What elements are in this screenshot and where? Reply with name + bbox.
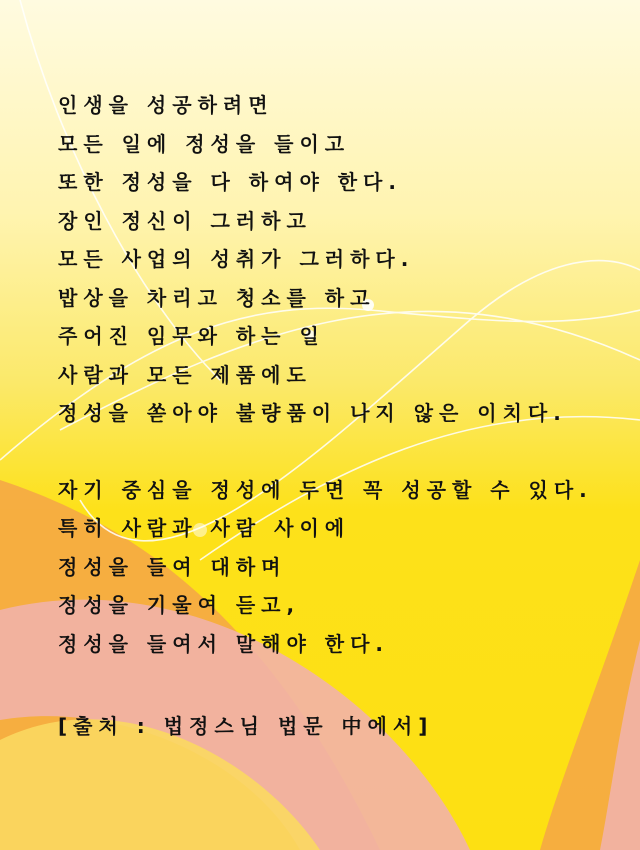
- poem-line: 모든 일에 정성을 들이고: [58, 131, 351, 156]
- poem-line: 정성을 쏟아야 불량품이 나지 않은 이치다.: [58, 401, 567, 425]
- poem-line: 모든 사업의 성취가 그러하다.: [58, 247, 415, 271]
- poem-line: 인생을 성공하려면: [58, 93, 274, 117]
- poem-line: 또한 정성을 다 하여야 한다.: [58, 170, 402, 194]
- poem-line: 정성을 들여서 말해야 한다.: [58, 631, 390, 656]
- source-citation: [출처 : 법정스님 법문 中에서]: [58, 714, 434, 738]
- poem-line: 정성을 기울여 듣고,: [58, 593, 301, 617]
- poem-text: [58, 86, 618, 746]
- poem-line: 장인 정신이 그러하고: [58, 208, 312, 233]
- poem-line: 사람과 모든 제품에도: [58, 362, 312, 387]
- poem-line: 주어진 임무와 하는 일: [58, 324, 325, 348]
- poem-line: 밥상을 차리고 청소를 하고: [58, 285, 376, 310]
- poem-line: 정성을 들여 대하며: [58, 554, 287, 579]
- poem-line: 특히 사람과 사람 사이에: [58, 516, 351, 540]
- stanza-gap: [58, 433, 618, 471]
- poem-line: 자기 중심을 정성에 두면 꼭 성공할 수 있다.: [58, 477, 593, 502]
